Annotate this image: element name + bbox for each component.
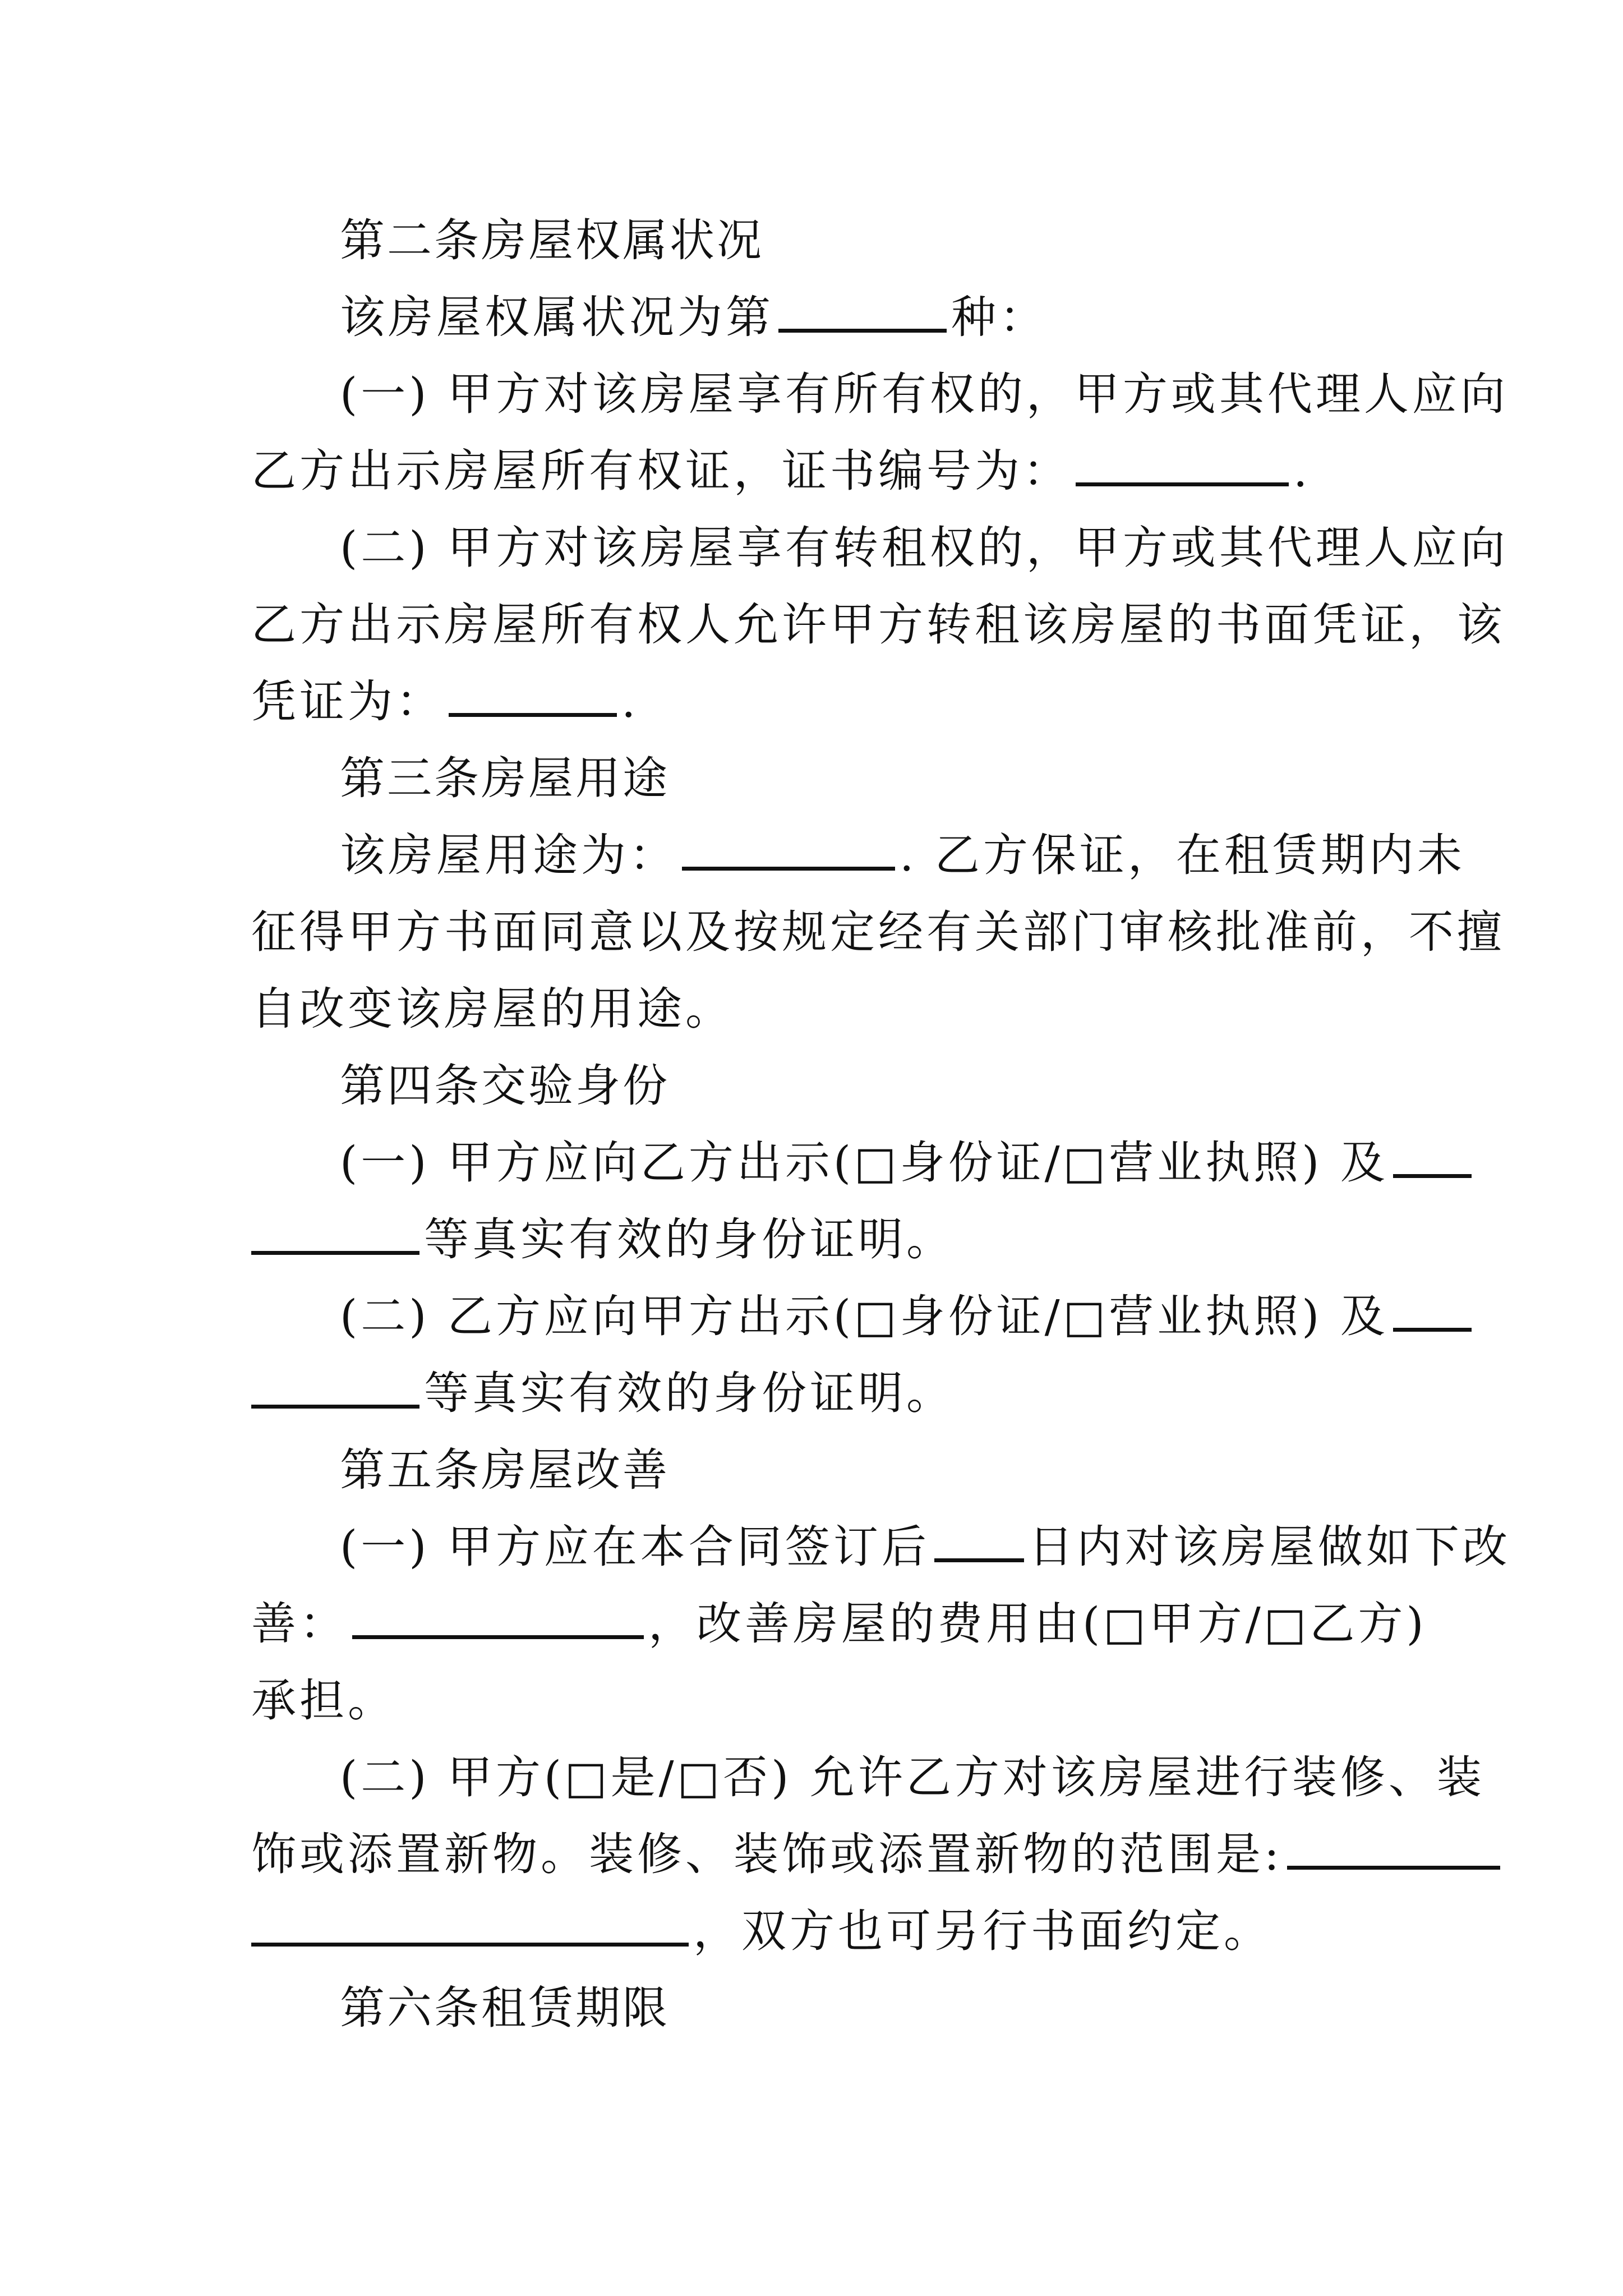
section-heading: 第二条房屋权属状况	[340, 214, 764, 266]
paragraph-line: 该房屋用途为： . 乙方保证，在租赁期内未	[251, 817, 1390, 894]
fill-in-blank	[778, 289, 947, 333]
paragraph-line: (二) 甲方(□是/□否) 允许乙方对该房屋进行装修、装	[340, 1751, 1485, 1803]
paragraph-line: ，双方也可另行书面约定。	[251, 1893, 1390, 1970]
fill-in-blank	[251, 1212, 419, 1255]
fill-in-blank	[1287, 1826, 1500, 1870]
section-heading: 第四条交验身份	[340, 1060, 670, 1112]
paragraph-line: (二) 甲方对该房屋享有转租权的，甲方或其代理人应向	[340, 522, 1509, 574]
paragraph-line: 凭证为： .	[251, 663, 1390, 740]
fill-in-blank	[251, 1903, 689, 1947]
paragraph-line: 饰或添置新物。装修、装饰或添置新物的范围是:	[251, 1816, 1390, 1893]
fill-in-blank	[1076, 443, 1289, 486]
fill-in-blank	[1393, 1289, 1472, 1332]
paragraph-line: 善： ，改善房屋的费用由(□甲方/□乙方)	[251, 1585, 1390, 1662]
section-heading: 第三条房屋用途	[340, 752, 670, 804]
paragraph-line: (一) 甲方应在本合同签订后 日内对该房屋做如下改	[251, 1508, 1390, 1585]
paragraph-line: 乙方出示房屋所有权证，证书编号为： .	[251, 432, 1390, 509]
paragraph-line: 乙方出示房屋所有权人允许甲方转租该房屋的书面凭证，该	[251, 599, 1505, 651]
paragraph-line: 等真实有效的身份证明。	[251, 1355, 1390, 1432]
fill-in-blank	[934, 1519, 1024, 1562]
fill-in-blank	[352, 1596, 644, 1639]
section-heading: 第五条房屋改善	[340, 1444, 670, 1496]
paragraph-line: (一) 甲方应向乙方出示(□身份证/□营业执照) 及	[251, 1124, 1390, 1201]
paragraph-line: 自改变该房屋的用途。	[251, 983, 734, 1035]
paragraph-line: 该房屋权属状况为第 种：	[251, 279, 1390, 356]
paragraph-line: (一) 甲方对该房屋享有所有权的，甲方或其代理人应向	[340, 368, 1509, 420]
paragraph-line: 承担。	[251, 1674, 396, 1727]
section-heading: 第六条租赁期限	[340, 1982, 670, 2034]
document-page	[251, 202, 1511, 2046]
fill-in-blank	[449, 674, 617, 717]
fill-in-blank	[251, 1365, 419, 1409]
fill-in-blank	[1393, 1135, 1472, 1178]
paragraph-line: (二) 乙方应向甲方出示(□身份证/□营业执照) 及	[251, 1278, 1390, 1355]
fill-in-blank	[682, 827, 895, 871]
paragraph-line: 等真实有效的身份证明。	[251, 1201, 1390, 1278]
paragraph-line: 征得甲方书面同意以及按规定经有关部门审核批准前，不擅	[251, 906, 1505, 958]
